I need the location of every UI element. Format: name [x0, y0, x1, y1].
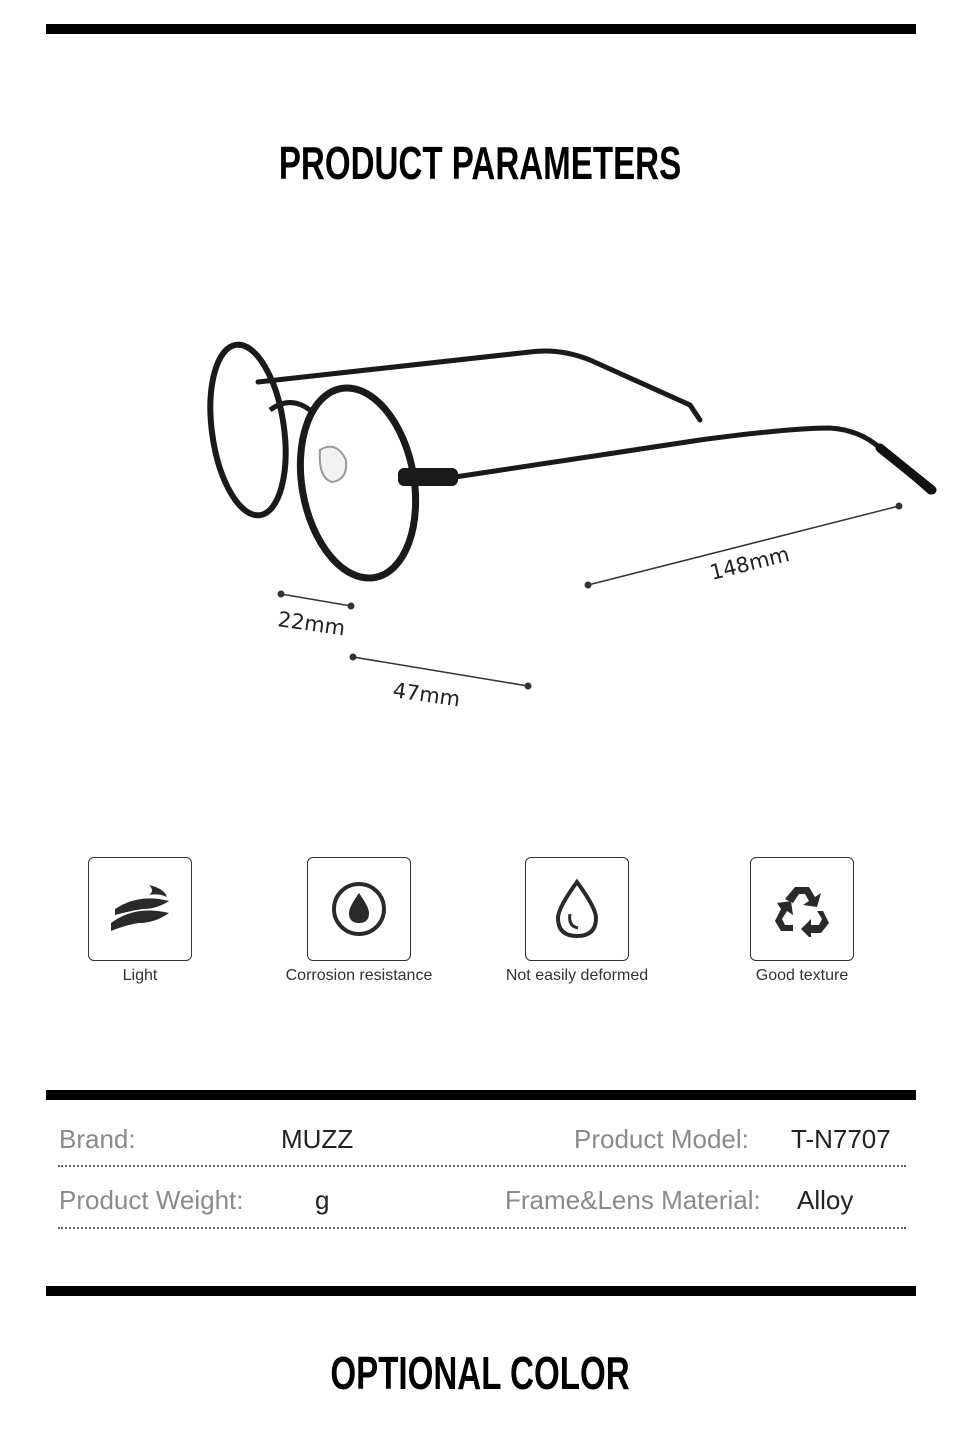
section-title-optional-color: OPTIONAL COLOR [330, 1347, 630, 1399]
top-divider [46, 24, 916, 34]
feature-not-easily-deformed [477, 857, 677, 985]
drop-in-circle-icon [329, 879, 389, 939]
material-label: Frame&Lens Material: [505, 1185, 761, 1215]
spec-row-separator [58, 1227, 906, 1229]
dimension-dot [348, 603, 355, 610]
feature-corrosion-box [307, 857, 411, 961]
dimension-label-temple: 148mm [707, 541, 792, 585]
dimension-dot [350, 654, 357, 661]
far-temple [258, 351, 700, 420]
weight-label: Product Weight: [59, 1185, 244, 1215]
feature-texture-label: Good texture [755, 967, 849, 984]
feature-corrosion-label: Corrosion resistance [285, 967, 433, 984]
feature-light-box [88, 857, 192, 961]
hinge [398, 468, 458, 486]
feather-wave-icon [105, 879, 175, 939]
near-temple [455, 428, 930, 492]
feature-deformed-label: Not easily deformed [505, 967, 649, 984]
brand-value: MUZZ [281, 1124, 354, 1154]
dimension-dot [278, 591, 285, 598]
dimension-dot [525, 683, 532, 690]
feature-texture-box [750, 857, 854, 961]
dimension-line-lens [353, 657, 528, 686]
dimension-label-bridge: 22mm [276, 607, 347, 641]
brand-label: Brand: [59, 1124, 136, 1154]
dimension-label-lens: 47mm [391, 678, 462, 712]
spec-row-separator [58, 1165, 906, 1167]
temple-tip [880, 448, 932, 490]
feature-light-label: Light [122, 967, 158, 984]
model-value: T-N7707 [791, 1124, 891, 1154]
nose-pad [320, 447, 346, 482]
left-lens-rim [200, 340, 295, 520]
model-label: Product Model: [574, 1124, 749, 1154]
feature-deformed-box [525, 857, 629, 961]
glasses-illustration [0, 300, 960, 720]
feature-good-texture [702, 857, 902, 985]
weight-value: g [315, 1185, 330, 1215]
spec-table-top-divider [46, 1090, 916, 1100]
bridge [270, 403, 310, 411]
feature-light [40, 857, 240, 985]
recycle-icon [771, 881, 833, 937]
section-title-product-parameters: PRODUCT PARAMETERS [278, 137, 682, 189]
dimension-line-bridge [281, 594, 351, 606]
bottom-divider [46, 1286, 916, 1296]
feature-corrosion-resistance [259, 857, 459, 985]
water-drop-icon [552, 878, 602, 940]
dimension-dot [896, 503, 903, 510]
dimension-dot [585, 582, 592, 589]
material-value: Alloy [797, 1185, 854, 1215]
